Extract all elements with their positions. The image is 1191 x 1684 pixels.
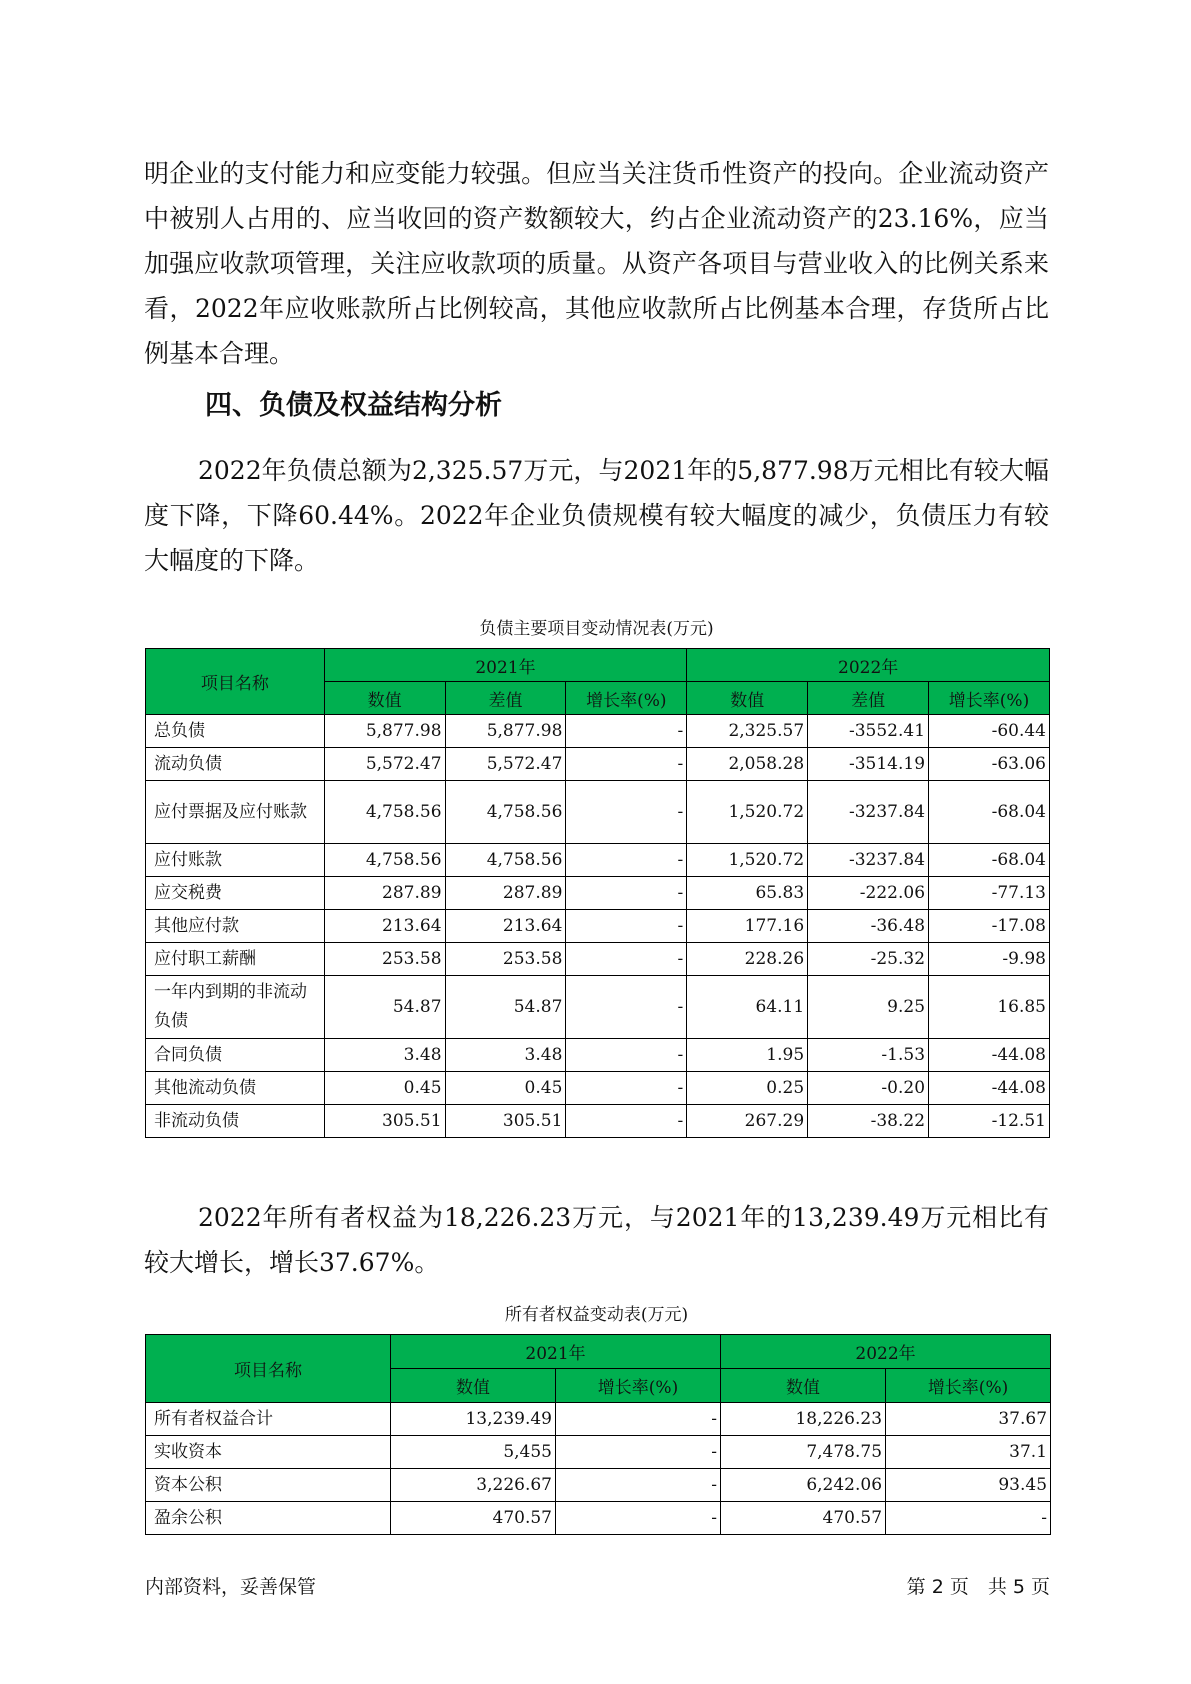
cell-rate: -44.08 (929, 1039, 1050, 1072)
cell-diff: 287.89 (445, 877, 566, 910)
cell-diff: -1.53 (808, 1039, 929, 1072)
row-name: 其他流动负债 (146, 1072, 325, 1105)
cell-rate: -9.98 (929, 943, 1050, 976)
cell-diff: -222.06 (808, 877, 929, 910)
cell-value: 6,242.06 (721, 1469, 886, 1502)
cell-rate: - (566, 877, 687, 910)
cell-rate: -17.08 (929, 910, 1050, 943)
cell-rate: - (556, 1436, 721, 1469)
cell-value: 1.95 (687, 1039, 808, 1072)
header-value: 数值 (324, 682, 445, 715)
cell-diff: -38.22 (808, 1105, 929, 1138)
row-name: 其他应付款 (146, 910, 325, 943)
cell-value: 470.57 (391, 1502, 556, 1535)
cell-value: 18,226.23 (721, 1403, 886, 1436)
row-name: 应付职工薪酬 (146, 943, 325, 976)
cell-diff: 0.45 (445, 1072, 566, 1105)
cell-rate: - (566, 910, 687, 943)
row-name: 盈余公积 (146, 1502, 391, 1535)
cell-value: 13,239.49 (391, 1403, 556, 1436)
cell-rate: 37.67 (886, 1403, 1051, 1436)
cell-rate: - (556, 1469, 721, 1502)
cell-rate: - (556, 1403, 721, 1436)
table-row (146, 877, 1050, 910)
cell-diff: -25.32 (808, 943, 929, 976)
cell-rate: -63.06 (929, 748, 1050, 781)
row-name: 所有者权益合计 (146, 1403, 391, 1436)
cell-value: 4,758.56 (324, 781, 445, 844)
cell-rate: - (566, 748, 687, 781)
cell-diff: 3.48 (445, 1039, 566, 1072)
table-row (146, 910, 1050, 943)
liabilities-table-caption: 负债主要项目变动情况表(万元) (479, 619, 714, 639)
table-row (146, 943, 1050, 976)
header-value: 数值 (687, 682, 808, 715)
cell-value: 228.26 (687, 943, 808, 976)
equity-table-caption: 所有者权益变动表(万元) (504, 1305, 689, 1325)
cell-value: 5,455 (391, 1436, 556, 1469)
header-rate: 增长率(%) (886, 1369, 1051, 1403)
row-name: 应交税费 (146, 877, 325, 910)
cell-rate: - (566, 1105, 687, 1138)
header-rate: 增长率(%) (566, 682, 687, 715)
table-row (146, 976, 1050, 1039)
cell-value: 54.87 (324, 976, 445, 1039)
table-row (146, 1105, 1050, 1138)
cell-rate: 93.45 (886, 1469, 1051, 1502)
cell-value: 213.64 (324, 910, 445, 943)
cell-value: 3.48 (324, 1039, 445, 1072)
header-year-2021: 2021年 (391, 1335, 721, 1369)
cell-rate: -12.51 (929, 1105, 1050, 1138)
header-year-2021: 2021年 (324, 649, 687, 682)
cell-value: 305.51 (324, 1105, 445, 1138)
cell-value: 5,572.47 (324, 748, 445, 781)
cell-diff: -3552.41 (808, 715, 929, 748)
table-row (146, 781, 1050, 844)
cell-rate: 37.1 (886, 1436, 1051, 1469)
table-row (146, 1039, 1050, 1072)
cell-rate: - (566, 781, 687, 844)
cell-diff: 54.87 (445, 976, 566, 1039)
cell-rate: - (566, 715, 687, 748)
header-year-2022: 2022年 (721, 1335, 1051, 1369)
cell-rate: -44.08 (929, 1072, 1050, 1105)
body-paragraph-assets: 明企业的支付能力和应变能力较强。但应当关注货币性资产的投向。企业流动资产中被别人占用的、应当收回的资产数额较大，约占企业流动资产的23.16%，应当加强应收款项管理，关注应收款项的质量。从资产各项目与营业收入的比例关系来看，2022年应收账款所占比例较高，其他应收款所占比例基本合理，存货所占比例基本合理。 (144, 159, 1049, 368)
section-heading: 四、负债及权益结构分析 (205, 390, 502, 421)
footer-page-number: 第 2 页 共 5 页 (906, 1576, 1050, 1598)
cell-diff: 9.25 (808, 976, 929, 1039)
cell-diff: 4,758.56 (445, 844, 566, 877)
cell-value: 3,226.67 (391, 1469, 556, 1502)
body-paragraph-liabilities: 2022年负债总额为2,325.57万元，与2021年的5,877.98万元相比有较大幅度下降，下降60.44%。2022年企业负债规模有较大幅度的减少，负债压力有较大幅度的下降。 (144, 456, 1049, 575)
cell-value: 4,758.56 (324, 844, 445, 877)
cell-value: 287.89 (324, 877, 445, 910)
cell-diff: 213.64 (445, 910, 566, 943)
table-row (146, 1436, 1051, 1469)
cell-value: 177.16 (687, 910, 808, 943)
cell-value: 7,478.75 (721, 1436, 886, 1469)
cell-diff: 253.58 (445, 943, 566, 976)
cell-rate: -68.04 (929, 781, 1050, 844)
footer-confidential-note: 内部资料，妥善保管 (145, 1576, 317, 1598)
cell-rate: - (566, 1072, 687, 1105)
table-row (146, 844, 1050, 877)
table-row (146, 715, 1050, 748)
cell-value: 253.58 (324, 943, 445, 976)
row-name: 应付账款 (146, 844, 325, 877)
header-item-name: 项目名称 (146, 1335, 391, 1403)
header-item-name: 项目名称 (146, 649, 325, 715)
cell-rate: - (566, 844, 687, 877)
cell-value: 5,877.98 (324, 715, 445, 748)
cell-diff: -36.48 (808, 910, 929, 943)
cell-diff: 5,877.98 (445, 715, 566, 748)
row-name: 总负债 (146, 715, 325, 748)
cell-diff: 305.51 (445, 1105, 566, 1138)
header-value: 数值 (721, 1369, 886, 1403)
cell-diff: -0.20 (808, 1072, 929, 1105)
header-rate: 增长率(%) (556, 1369, 721, 1403)
cell-value: 0.25 (687, 1072, 808, 1105)
cell-value: 470.57 (721, 1502, 886, 1535)
cell-value: 2,325.57 (687, 715, 808, 748)
table-row (146, 1403, 1051, 1436)
cell-rate: - (566, 943, 687, 976)
cell-rate: 16.85 (929, 976, 1050, 1039)
cell-diff: -3237.84 (808, 781, 929, 844)
table-row (146, 1072, 1050, 1105)
header-diff: 差值 (445, 682, 566, 715)
cell-value: 64.11 (687, 976, 808, 1039)
row-name: 流动负债 (146, 748, 325, 781)
cell-value: 1,520.72 (687, 844, 808, 877)
cell-diff: -3514.19 (808, 748, 929, 781)
cell-rate: -68.04 (929, 844, 1050, 877)
equity-table (145, 1334, 1051, 1535)
liabilities-table (145, 648, 1050, 1138)
header-rate: 增长率(%) (929, 682, 1050, 715)
row-name: 非流动负债 (146, 1105, 325, 1138)
cell-diff: 4,758.56 (445, 781, 566, 844)
header-diff: 差值 (808, 682, 929, 715)
cell-diff: -3237.84 (808, 844, 929, 877)
cell-rate: -60.44 (929, 715, 1050, 748)
cell-value: 1,520.72 (687, 781, 808, 844)
cell-value: 2,058.28 (687, 748, 808, 781)
cell-rate: -77.13 (929, 877, 1050, 910)
cell-rate: - (566, 1039, 687, 1072)
cell-value: 267.29 (687, 1105, 808, 1138)
row-name: 资本公积 (146, 1469, 391, 1502)
cell-rate: - (566, 976, 687, 1039)
cell-value: 0.45 (324, 1072, 445, 1105)
header-value: 数值 (391, 1369, 556, 1403)
row-name: 应付票据及应付账款 (146, 781, 325, 844)
row-name: 实收资本 (146, 1436, 391, 1469)
cell-value: 65.83 (687, 877, 808, 910)
cell-rate: - (886, 1502, 1051, 1535)
table-row (146, 1502, 1051, 1535)
table-row (146, 1469, 1051, 1502)
header-year-2022: 2022年 (687, 649, 1050, 682)
body-paragraph-equity: 2022年所有者权益为18,226.23万元，与2021年的13,239.49万元相比有较大增长，增长37.67%。 (144, 1203, 1049, 1277)
table-row (146, 748, 1050, 781)
row-name: 合同负债 (146, 1039, 325, 1072)
cell-rate: - (556, 1502, 721, 1535)
cell-diff: 5,572.47 (445, 748, 566, 781)
row-name: 一年内到期的非流动负债 (146, 976, 325, 1039)
